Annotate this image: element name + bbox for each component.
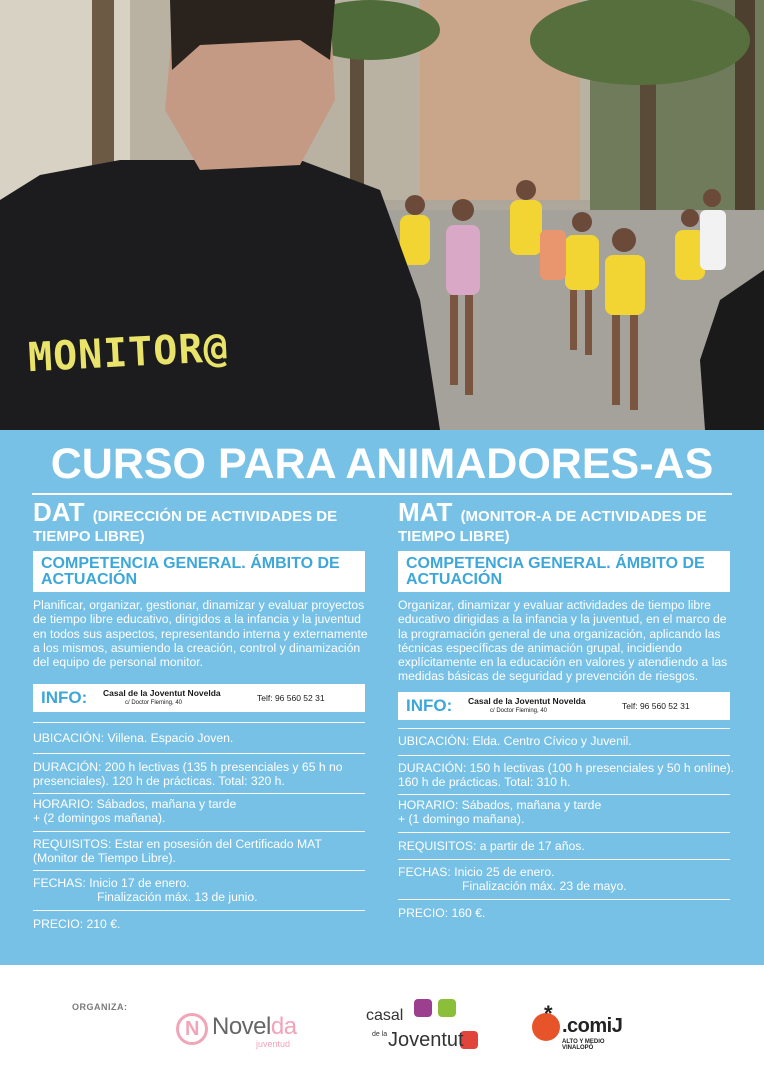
- mat-precio: PRECIO: 160 €.: [398, 905, 486, 920]
- dat-info-box: [33, 684, 365, 712]
- dat-info-casal: Casal de la Joventut Novelda: [103, 688, 221, 699]
- hero-photo: [0, 0, 764, 430]
- mat-ubicacion: UBICACIÓN: Elda. Centro Cívico y Juvenil.: [398, 733, 632, 748]
- divider: [33, 870, 365, 871]
- mat-info-phone: Telf: 96 560 52 31: [622, 700, 690, 711]
- mat-info-box: [398, 692, 730, 720]
- dat-fechas: [33, 876, 369, 904]
- dat-abbr: DAT: [33, 497, 85, 527]
- novelda-juventud-logo: [176, 1013, 316, 1053]
- novelda-logo-letter: N: [185, 1018, 200, 1040]
- dat-column: [33, 497, 369, 932]
- dat-info-label: INFO:: [41, 688, 88, 708]
- divider: [398, 794, 730, 795]
- mat-fechas-line2: Finalización máx. 23 de mayo.: [462, 878, 627, 893]
- mat-fechas-line1: FECHAS: Inicio 25 de enero.: [398, 864, 555, 879]
- dat-requisitos: REQUISITOS: Estar en posesión del Certificado MAT (Monitor de Tiempo Libre).: [33, 837, 322, 866]
- mat-requisitos: REQUISITOS: a partir de 17 años.: [398, 838, 585, 853]
- dat-horario-line2: + (2 domingos mañana).: [33, 811, 166, 826]
- dat-description: Planificar, organizar, gestionar, dinamizar y evaluar proyectos de tiempo libre educativo, dirigidos a la infancia y la juventud en todos sus aspectos, representando interna y externamente a los mismos, asumiendo la creación, control y dinamización del equipo de personal monitor.: [33, 598, 368, 670]
- mat-horario-line1: HORARIO: Sábados, mañana y tarde: [398, 797, 602, 812]
- novelda-logo-text: [212, 1013, 297, 1041]
- dat-fechas-line2: Finalización máx. 13 de junio.: [97, 890, 258, 905]
- mat-duracion: DURACIÓN: 150 h lectivas (100 h presenciales y 50 h online). 160 h de prácticas. Total: 310 h.: [398, 760, 734, 789]
- course-info-panel: [0, 430, 764, 965]
- mat-info-casal: Casal de la Joventut Novelda: [468, 695, 586, 706]
- mat-info-address: c/ Doctor Fleming, 40: [490, 707, 548, 714]
- novelda-logo-subtitle: juventud: [256, 1039, 291, 1049]
- footer: [0, 965, 764, 1080]
- mat-horario-line2: + (1 domingo mañana).: [398, 811, 525, 826]
- title-divider: [32, 493, 732, 495]
- organiza-label: ORGANIZA:: [72, 1002, 128, 1012]
- dat-heading: [33, 497, 369, 547]
- casal-logo-casal: casal: [366, 1007, 404, 1024]
- mat-info-label: INFO:: [406, 695, 453, 715]
- casal-logo-joventut: Joventut: [388, 1029, 464, 1051]
- divider: [398, 755, 730, 756]
- casal-logo-dela: de la: [372, 1031, 388, 1038]
- dat-ubicacion: UBICACIÓN: Villena. Espacio Joven.: [33, 731, 234, 746]
- mat-description: Organizar, dinamizar y evaluar actividades de tiempo libre educativo dirigidas a la infancia y la juventud, en el marco de la programación general de una organización, aplicando las técnicas específicas de animación grupal, incidiendo explícitamente en la educación en valores y atendiendo a las medidas básicas de seguridad y prevención de riesgos.: [398, 598, 728, 684]
- mat-heading: [398, 497, 734, 547]
- casal-joventut-logo: [362, 997, 492, 1057]
- divider: [33, 831, 365, 832]
- page-title: CURSO PARA ANIMADORES-AS: [50, 440, 714, 488]
- dat-horario: [33, 797, 369, 825]
- mat-full-name: (MONITOR-A DE ACTIVIDADES DE TIEMPO LIBRE): [398, 508, 707, 545]
- mat-abbr: MAT: [398, 497, 453, 527]
- dat-fechas-line1: FECHAS: Inicio 17 de enero.: [33, 876, 190, 891]
- divider: [398, 859, 730, 860]
- divider: [33, 753, 365, 754]
- dat-duracion: DURACIÓN: 200 h lectivas (135 h presenciales y 65 h no presenciales). 120 h de prácticas. Total: 320 h.: [33, 760, 343, 789]
- divider: [398, 728, 730, 729]
- divider: [33, 793, 365, 794]
- dat-horario-line1: HORARIO: Sábados, mañana y tarde: [33, 797, 237, 812]
- comij-asterisk-icon: *: [544, 1001, 553, 1026]
- casal-logo-square-green: [438, 999, 456, 1017]
- dat-competencia-box: COMPETENCIA GENERAL. ÁMBITO DE ACTUACIÓN: [33, 551, 365, 592]
- comij-logo-text: .comiJ: [562, 1015, 623, 1037]
- mat-horario: [398, 798, 734, 826]
- dat-info-address: c/ Doctor Fleming, 40: [125, 700, 183, 707]
- mat-fechas: [398, 865, 734, 893]
- divider: [398, 832, 730, 833]
- dat-info-phone: Telf: 96 560 52 31: [257, 693, 325, 704]
- divider: [398, 899, 730, 900]
- comij-logo: [532, 1001, 632, 1055]
- divider: [33, 722, 365, 723]
- casal-logo-square-purple: [414, 999, 432, 1017]
- shirt-print-text: MONITOR@: [26, 324, 230, 382]
- dat-precio: PRECIO: 210 €.: [33, 917, 121, 932]
- novelda-logo-icon: [176, 1013, 208, 1045]
- novelda-logo-text-a: Novel: [212, 1013, 271, 1040]
- mat-competencia-box: COMPETENCIA GENERAL. ÁMBITO DE ACTUACIÓN: [398, 551, 730, 592]
- mat-column: [398, 497, 734, 920]
- novelda-logo-text-b: da: [270, 1013, 297, 1040]
- dat-full-name: (DIRECCIÓN DE ACTIVIDADES DE TIEMPO LIBRE): [33, 508, 338, 545]
- divider: [33, 910, 365, 911]
- comij-logo-subtitle: ALTO Y MEDIO VINALOPÓ: [562, 1039, 605, 1051]
